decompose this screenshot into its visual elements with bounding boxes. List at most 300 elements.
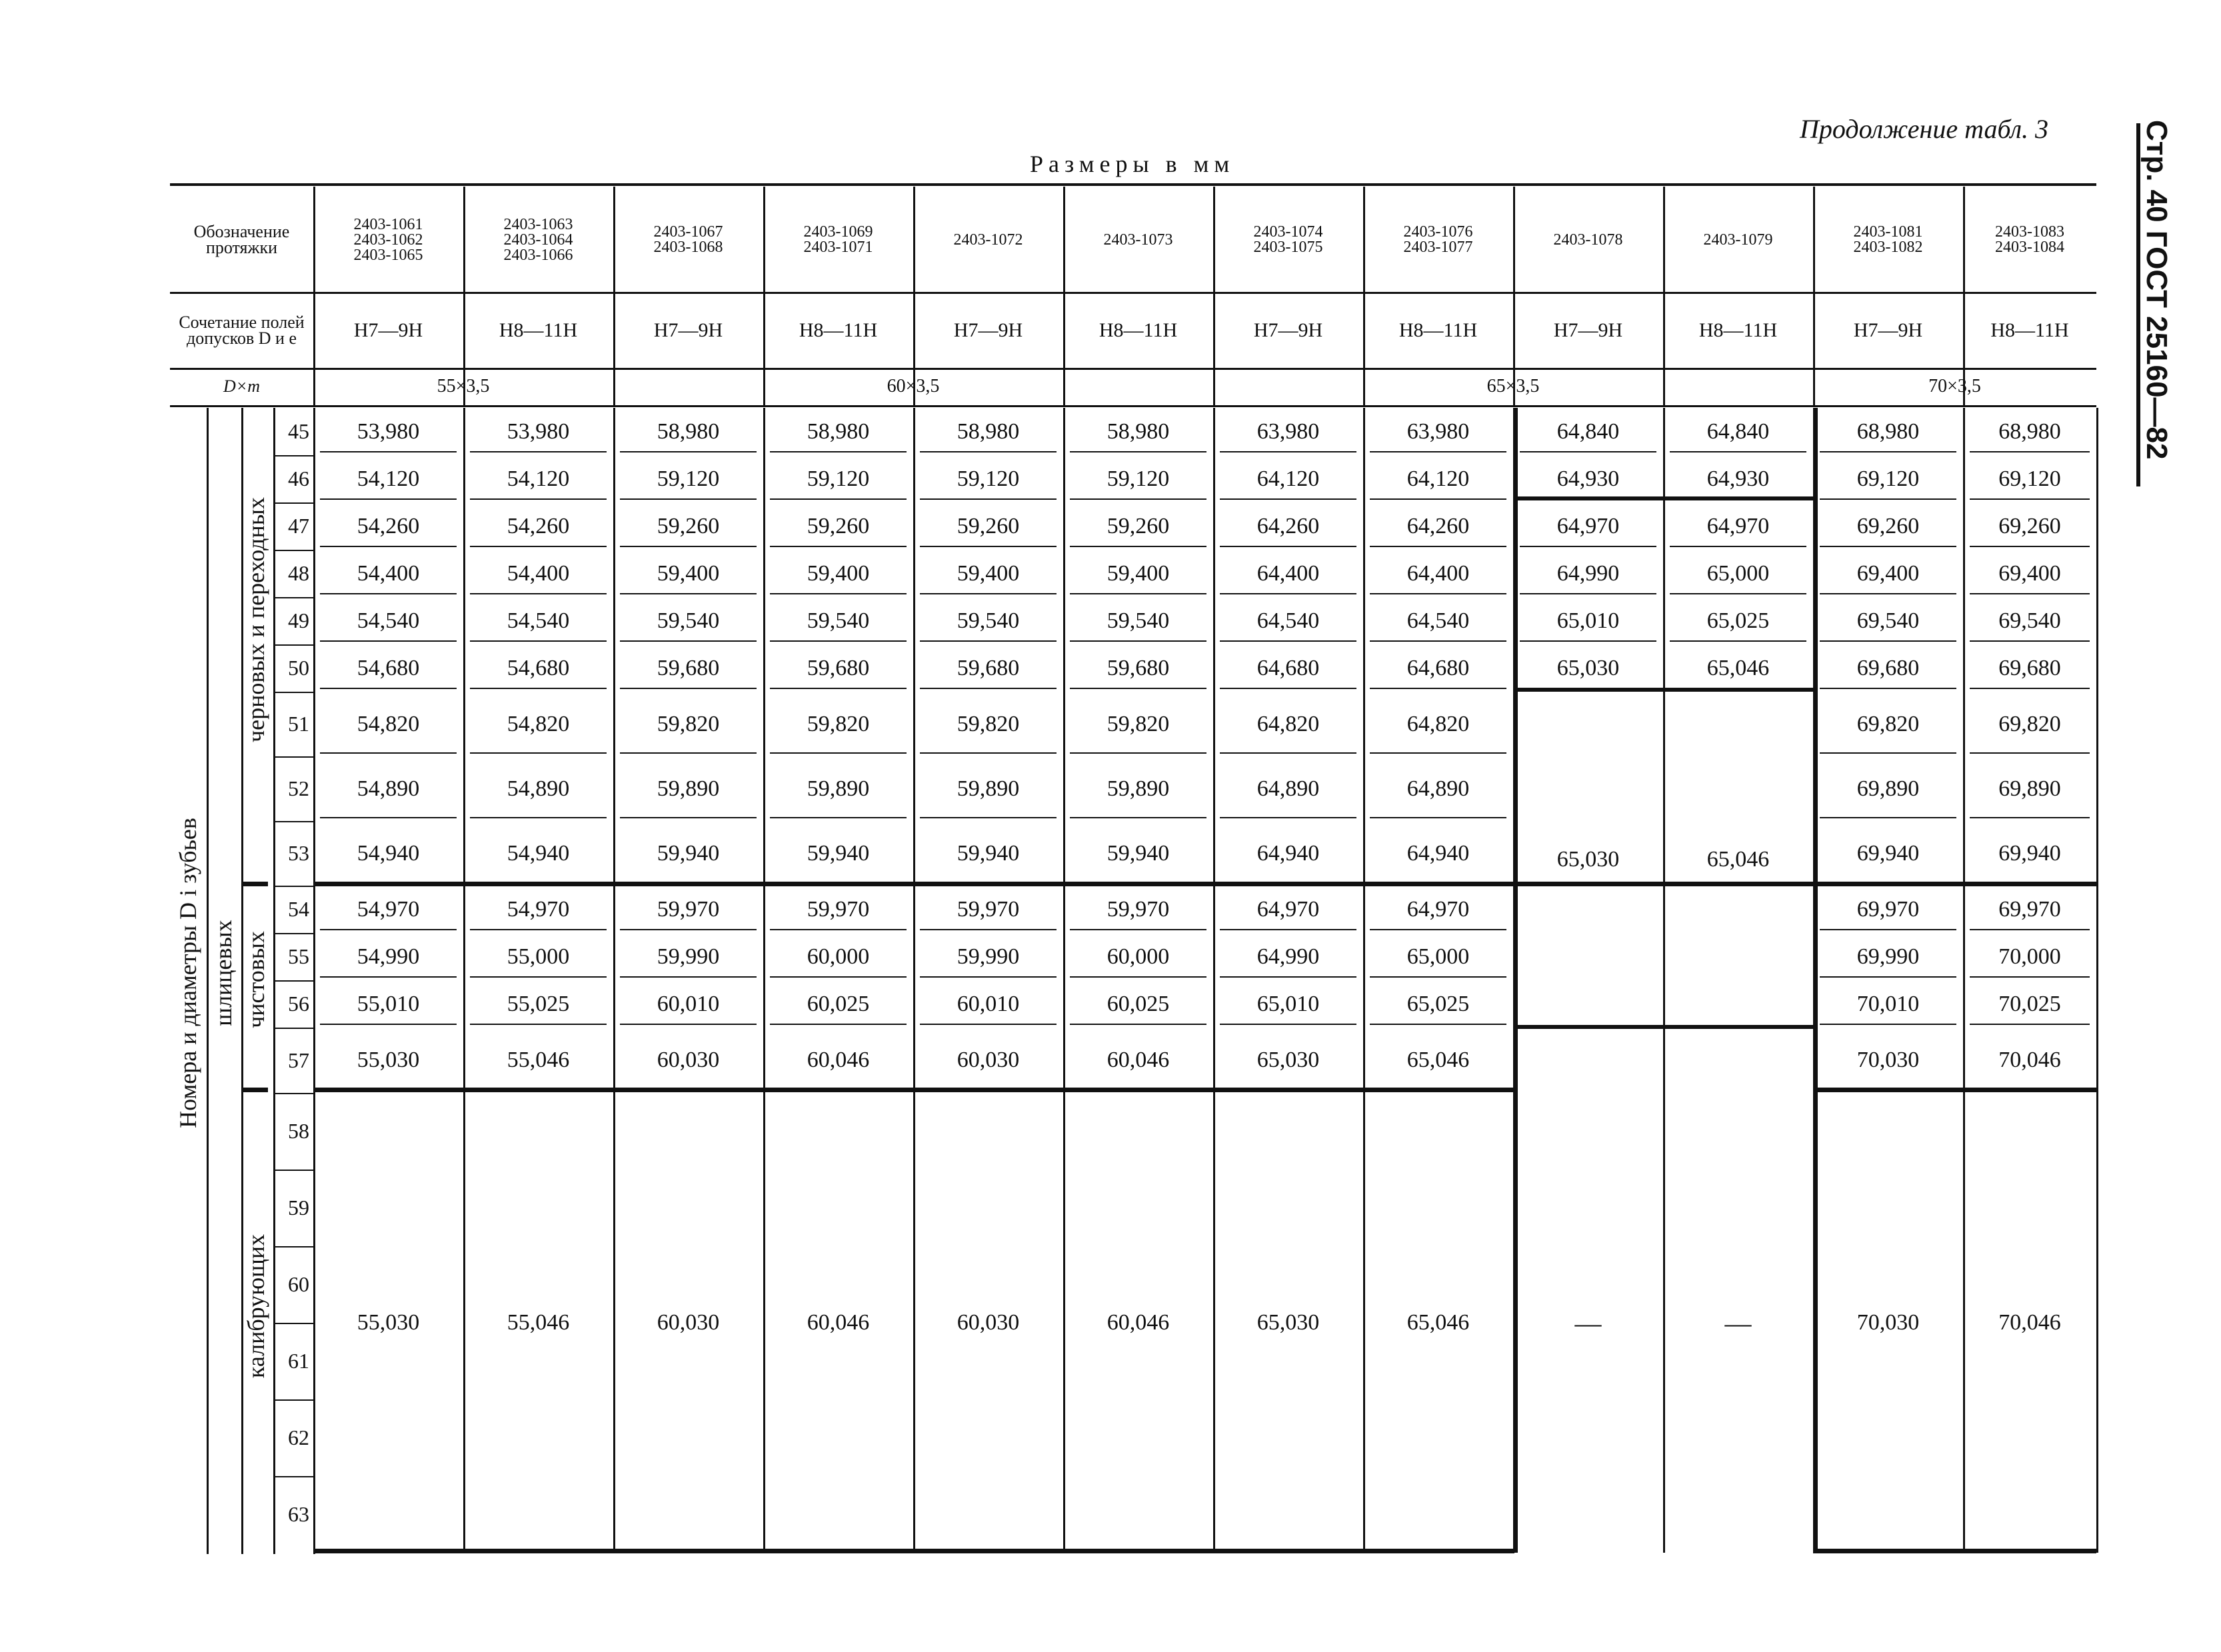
table-cell: 65,010 (1556, 608, 1620, 633)
row-number: 63 (288, 1502, 309, 1526)
thick-rule (313, 1088, 1513, 1092)
calibrating-cell: 70,046 (1998, 1310, 2061, 1335)
table-cell: 59,940 (957, 840, 1020, 866)
cell-underline (1970, 929, 2090, 930)
table-cell: 59,820 (957, 711, 1020, 736)
table-cell: 69,820 (1856, 711, 1920, 736)
cell-underline (1220, 1024, 1356, 1025)
cell-underline (320, 929, 457, 930)
row-number: 53 (288, 841, 309, 865)
cell-underline (1220, 640, 1356, 642)
table-cell: 54,820 (507, 711, 570, 736)
cell-underline (470, 546, 607, 547)
table-cell: 54,820 (357, 711, 420, 736)
cell-underline (620, 976, 757, 978)
column-codes (1063, 190, 1213, 290)
table-cell: 59,970 (657, 896, 720, 922)
column-code: 2403-1075 (1253, 239, 1323, 256)
cell-underline (470, 1024, 607, 1025)
cell-underline (1670, 593, 1806, 594)
calibrating-cell: 60,046 (807, 1310, 870, 1335)
group-rule (1213, 370, 1215, 407)
cell-underline (920, 752, 1057, 754)
thick-rule (241, 882, 268, 886)
column-code: 2403-1083 (1995, 223, 2064, 241)
cell-underline (320, 593, 457, 594)
merged-cell: 65,046 (1706, 847, 1770, 872)
row-number: 48 (288, 561, 309, 585)
cell-underline (470, 498, 607, 500)
table-cell: 59,890 (1107, 776, 1170, 801)
cell-underline (920, 593, 1057, 594)
column-tolerance: H7—9H (953, 319, 1023, 341)
table-cell: 64,990 (1556, 560, 1620, 586)
column-tolerance: H8—11H (1099, 319, 1178, 341)
column-code: 2403-1077 (1403, 239, 1473, 256)
cell-underline (320, 546, 457, 547)
thick-rule (1513, 1025, 1813, 1029)
table-cell: 59,970 (957, 896, 1020, 922)
column-tolerance: H8—11H (1698, 319, 1778, 341)
table-cell: 69,680 (1998, 655, 2061, 680)
table-cell: 60,000 (1107, 944, 1170, 969)
column-code: 2403-1081 (1853, 223, 1923, 241)
table-cell: 59,120 (1107, 466, 1170, 491)
row-number: 51 (288, 712, 309, 736)
designation-label: Обозначение протяжки (193, 222, 290, 257)
table-cell: 59,400 (657, 560, 720, 586)
table-cell: 65,000 (1706, 560, 1770, 586)
cell-underline (470, 688, 607, 689)
table-cell: 64,680 (1406, 655, 1470, 680)
calibrating-cell: 65,030 (1256, 1310, 1320, 1335)
table-cell: 54,540 (357, 608, 420, 633)
dxm-label: D×m (223, 377, 261, 396)
column-codes (913, 190, 1063, 290)
cell-underline (1220, 593, 1356, 594)
table-cell: 55,000 (507, 944, 570, 969)
cell-underline (1820, 451, 1956, 452)
dxm-group: 55×3,5 (437, 376, 490, 397)
table-cell: 64,970 (1556, 513, 1620, 538)
dxm-group: 65×3,5 (1486, 376, 1540, 397)
table-cell: 59,400 (957, 560, 1020, 586)
cell-underline (620, 640, 757, 642)
table-cell: 54,540 (507, 608, 570, 633)
column-code: 2403-1073 (1103, 231, 1173, 249)
cell-underline (1520, 546, 1656, 547)
cell-underline (470, 817, 607, 818)
row-number: 49 (288, 608, 309, 632)
column-tolerance: H8—11H (499, 319, 578, 341)
table-cell: 64,260 (1256, 513, 1320, 538)
cell-underline (1070, 929, 1206, 930)
table-cell: 64,400 (1406, 560, 1470, 586)
table-cell: 54,260 (507, 513, 570, 538)
cell-underline (770, 1024, 907, 1025)
column-code: 2403-1079 (1703, 231, 1773, 249)
table-cell: 70,000 (1998, 944, 2061, 969)
table-cell: 59,120 (957, 466, 1020, 491)
cell-underline (1370, 817, 1506, 818)
cell-underline (470, 976, 607, 978)
calibrating-cell: 70,030 (1856, 1310, 1920, 1335)
table-cell: 53,980 (357, 418, 420, 444)
cell-underline (770, 688, 907, 689)
cell-underline (1970, 451, 2090, 452)
table-cell: 64,970 (1406, 896, 1470, 922)
cell-underline (320, 976, 457, 978)
column-codes (1513, 190, 1663, 290)
table-cell: 64,890 (1256, 776, 1320, 801)
table-cell: 70,046 (1998, 1048, 2061, 1072)
cell-underline (1670, 451, 1806, 452)
cell-underline (1370, 929, 1506, 930)
table-cell: 65,046 (1406, 1048, 1470, 1072)
cell-underline (770, 546, 907, 547)
table-cell: 58,980 (657, 418, 720, 444)
table-cell: 64,930 (1706, 466, 1770, 491)
table-cell: 69,940 (1998, 840, 2061, 866)
table-cell: 69,970 (1998, 896, 2061, 922)
table-cell: 59,260 (657, 513, 720, 538)
table-cell: 59,970 (807, 896, 870, 922)
row-number: 59 (288, 1196, 309, 1220)
row-number: 54 (288, 897, 309, 921)
cell-underline (920, 817, 1057, 818)
column-codes (1963, 190, 2096, 290)
table-cell: 64,120 (1256, 466, 1320, 491)
cell-underline (920, 546, 1057, 547)
row-label-main: Номера и диаметры D i зубьев (175, 818, 201, 1128)
table-cell: 60,046 (807, 1048, 870, 1072)
cell-underline (620, 688, 757, 689)
table-cell: 54,680 (357, 655, 420, 680)
cell-underline (1370, 498, 1506, 500)
header-rule (170, 405, 2096, 407)
cell-underline (1970, 752, 2090, 754)
table-cell: 54,940 (507, 840, 570, 866)
cell-underline (920, 498, 1057, 500)
table-cell: 64,820 (1406, 711, 1470, 736)
table-cell: 54,940 (357, 840, 420, 866)
table-cell: 69,540 (1856, 608, 1920, 633)
column-codes (463, 190, 613, 290)
cell-underline (620, 546, 757, 547)
table-cell: 59,680 (957, 655, 1020, 680)
cell-underline (1820, 752, 1956, 754)
table-cell: 65,000 (1406, 944, 1470, 969)
column-tolerance: H7—9H (1553, 319, 1623, 341)
table-cell: 69,680 (1856, 655, 1920, 680)
cell-underline (1070, 752, 1206, 754)
cell-underline (1370, 752, 1506, 754)
row-label-splined: шлицевых (210, 920, 237, 1026)
cell-underline (1220, 546, 1356, 547)
column-code: 2403-1066 (503, 246, 573, 264)
table-cell: 69,890 (1856, 776, 1920, 801)
column-tolerance: H7—9H (653, 319, 723, 341)
table-cell: 65,030 (1256, 1048, 1320, 1072)
column-code: 2403-1074 (1253, 223, 1323, 241)
table-cell: 55,046 (507, 1048, 570, 1072)
row-number: 56 (288, 992, 309, 1016)
column-code: 2403-1084 (1995, 239, 2064, 256)
table-cell: 53,980 (507, 418, 570, 444)
cell-underline (1370, 451, 1506, 452)
table-cell: 60,000 (807, 944, 870, 969)
side-header-rule (2136, 123, 2140, 486)
cell-underline (620, 498, 757, 500)
table-cell: 58,980 (957, 418, 1020, 444)
table-cell: 54,970 (357, 896, 420, 922)
cell-underline (770, 817, 907, 818)
row-number: 47 (288, 514, 309, 538)
row-number: 55 (288, 944, 309, 968)
calibrating-cell: — (1574, 1307, 1602, 1338)
table-cell: 65,025 (1406, 991, 1470, 1016)
table-cell: 64,970 (1256, 896, 1320, 922)
table-cell: 60,030 (657, 1048, 720, 1072)
table-cell: 59,890 (807, 776, 870, 801)
column-tolerance: H8—11H (1990, 319, 2069, 341)
table-cell: 59,940 (657, 840, 720, 866)
cell-underline (920, 451, 1057, 452)
table-cell: 64,970 (1706, 513, 1770, 538)
cell-underline (470, 640, 607, 642)
column-tolerance: H7—9H (1853, 319, 1923, 341)
cell-underline (620, 752, 757, 754)
cell-underline (1820, 640, 1956, 642)
table-cell: 64,940 (1256, 840, 1320, 866)
cell-underline (1370, 688, 1506, 689)
table-cell: 70,030 (1856, 1048, 1920, 1072)
table-cell: 59,990 (957, 944, 1020, 969)
table-cell: 59,540 (657, 608, 720, 633)
table-cell: 55,010 (357, 991, 420, 1016)
calibrating-cell: 65,046 (1406, 1310, 1470, 1335)
table-cell: 59,680 (807, 655, 870, 680)
dxm-group: 70×3,5 (1928, 376, 1981, 397)
cell-underline (1520, 593, 1656, 594)
thick-rule (313, 882, 2096, 886)
cell-underline (1220, 929, 1356, 930)
table-cell: 59,990 (657, 944, 720, 969)
table-cell: 60,030 (957, 1048, 1020, 1072)
table-cell: 60,046 (1107, 1048, 1170, 1072)
cell-underline (470, 451, 607, 452)
cell-underline (1370, 976, 1506, 978)
table-cell: 69,890 (1998, 776, 2061, 801)
column-codes (1213, 190, 1363, 290)
thick-rule (1513, 688, 1813, 692)
cell-underline (1520, 451, 1656, 452)
table-cell: 54,680 (507, 655, 570, 680)
table-cell: 54,400 (357, 560, 420, 586)
table-cell: 64,540 (1256, 608, 1320, 633)
cell-underline (1070, 546, 1206, 547)
cell-underline (1070, 640, 1206, 642)
table-cell: 59,890 (657, 776, 720, 801)
table-cell: 59,970 (1107, 896, 1170, 922)
table-cell: 58,980 (1107, 418, 1170, 444)
calibrating-cell: 60,046 (1107, 1310, 1170, 1335)
table-cell: 60,010 (657, 991, 720, 1016)
table-cell: 64,890 (1406, 776, 1470, 801)
calibrating-cell: 55,046 (507, 1310, 570, 1335)
cell-underline (1220, 752, 1356, 754)
table-cell: 63,980 (1406, 418, 1470, 444)
table-cell: 70,025 (1998, 991, 2061, 1016)
table-cell: 59,260 (1107, 513, 1170, 538)
cell-underline (1970, 688, 2090, 689)
dxm-group: 60×3,5 (887, 376, 940, 397)
cell-underline (1220, 976, 1356, 978)
column-code: 2403-1078 (1553, 231, 1623, 249)
cell-underline (1820, 1024, 1956, 1025)
cell-underline (770, 929, 907, 930)
table-cell: 63,980 (1256, 418, 1320, 444)
cell-underline (1370, 640, 1506, 642)
table-cell: 65,010 (1256, 991, 1320, 1016)
cell-underline (1070, 817, 1206, 818)
units-label: Размеры в мм (1030, 151, 1235, 177)
table-cell: 69,400 (1856, 560, 1920, 586)
table-cell: 59,940 (1107, 840, 1170, 866)
cell-underline (1820, 498, 1956, 500)
table-cell: 59,680 (657, 655, 720, 680)
table-cell: 59,940 (807, 840, 870, 866)
table-cell: 54,400 (507, 560, 570, 586)
cell-underline (1220, 451, 1356, 452)
table-cell: 70,010 (1856, 991, 1920, 1016)
cell-underline (1070, 688, 1206, 689)
column-codes (1363, 190, 1513, 290)
column-codes (763, 190, 913, 290)
table-cell: 65,025 (1706, 608, 1770, 633)
cell-underline (1970, 498, 2090, 500)
group-rule (1813, 370, 1815, 407)
table-cell: 60,025 (807, 991, 870, 1016)
header-rule (170, 292, 2096, 294)
table-cell: 69,120 (1856, 466, 1920, 491)
cell-underline (1970, 546, 2090, 547)
table-cell: 64,840 (1556, 418, 1620, 444)
column-codes (313, 190, 463, 290)
cell-underline (620, 451, 757, 452)
calibrating-cell: — (1724, 1307, 1752, 1338)
table-cell: 59,540 (807, 608, 870, 633)
column-tolerance: H7—9H (353, 319, 423, 341)
cell-underline (1970, 976, 2090, 978)
continuation-label: Продолжение табл. 3 (1800, 114, 2049, 144)
table-cell: 69,260 (1998, 513, 2061, 538)
cell-underline (1370, 593, 1506, 594)
cell-underline (1070, 451, 1206, 452)
table-cell: 64,540 (1406, 608, 1470, 633)
cell-underline (470, 752, 607, 754)
table-cell: 54,260 (357, 513, 420, 538)
column-code: 2403-1064 (503, 231, 573, 249)
cell-underline (1820, 817, 1956, 818)
table-cell: 54,890 (507, 776, 570, 801)
cell-underline (320, 451, 457, 452)
cell-underline (1220, 688, 1356, 689)
column-code: 2403-1072 (953, 231, 1023, 249)
merged-cell: 65,030 (1556, 847, 1620, 872)
table-cell: 69,990 (1856, 944, 1920, 969)
cell-underline (920, 929, 1057, 930)
table-cell: 65,030 (1556, 655, 1620, 680)
table-cell: 69,970 (1856, 896, 1920, 922)
table-cell: 64,260 (1406, 513, 1470, 538)
thick-rule (1813, 1088, 2096, 1092)
table-cell: 69,260 (1856, 513, 1920, 538)
table-cell: 64,680 (1256, 655, 1320, 680)
table-cell: 60,025 (1107, 991, 1170, 1016)
cell-underline (620, 1024, 757, 1025)
cell-underline (1070, 593, 1206, 594)
table-cell: 64,400 (1256, 560, 1320, 586)
cell-underline (620, 593, 757, 594)
cell-underline (320, 498, 457, 500)
table-cell: 59,820 (807, 711, 870, 736)
cell-underline (770, 593, 907, 594)
table-cell: 64,820 (1256, 711, 1320, 736)
cell-underline (320, 752, 457, 754)
table-cell: 64,990 (1256, 944, 1320, 969)
table-cell: 59,820 (1107, 711, 1170, 736)
cell-underline (770, 498, 907, 500)
row-number: 62 (288, 1425, 309, 1449)
table-cell: 64,840 (1706, 418, 1770, 444)
row-number: 60 (288, 1272, 309, 1296)
cell-underline (1070, 1024, 1206, 1025)
column-codes (1663, 190, 1813, 290)
cell-underline (320, 817, 457, 818)
cell-underline (620, 817, 757, 818)
row-number: 58 (288, 1119, 309, 1143)
column-code: 2403-1071 (803, 239, 873, 256)
cell-underline (1070, 498, 1206, 500)
row-number: 46 (288, 466, 309, 490)
cell-underline (920, 640, 1057, 642)
row-number: 52 (288, 776, 309, 800)
table-cell: 59,260 (957, 513, 1020, 538)
table-cell: 59,400 (1107, 560, 1170, 586)
thick-rule (241, 1088, 268, 1092)
row-label-calibrating: калибрующих (243, 1234, 269, 1379)
table-cell: 59,120 (657, 466, 720, 491)
cell-underline (1370, 546, 1506, 547)
table-cell: 64,930 (1556, 466, 1620, 491)
column-tolerance: H8—11H (799, 319, 878, 341)
cell-underline (920, 976, 1057, 978)
cell-underline (1820, 546, 1956, 547)
cell-underline (1670, 640, 1806, 642)
cell-underline (620, 929, 757, 930)
column-codes (1813, 190, 1963, 290)
row-label-rough: черновых и переходных (243, 497, 269, 742)
table-cell: 60,010 (957, 991, 1020, 1016)
cell-underline (770, 976, 907, 978)
cell-underline (920, 688, 1057, 689)
cell-underline (1820, 593, 1956, 594)
cell-underline (1670, 546, 1806, 547)
table-cell: 54,990 (357, 944, 420, 969)
table-cell: 59,260 (807, 513, 870, 538)
cell-underline (1820, 929, 1956, 930)
